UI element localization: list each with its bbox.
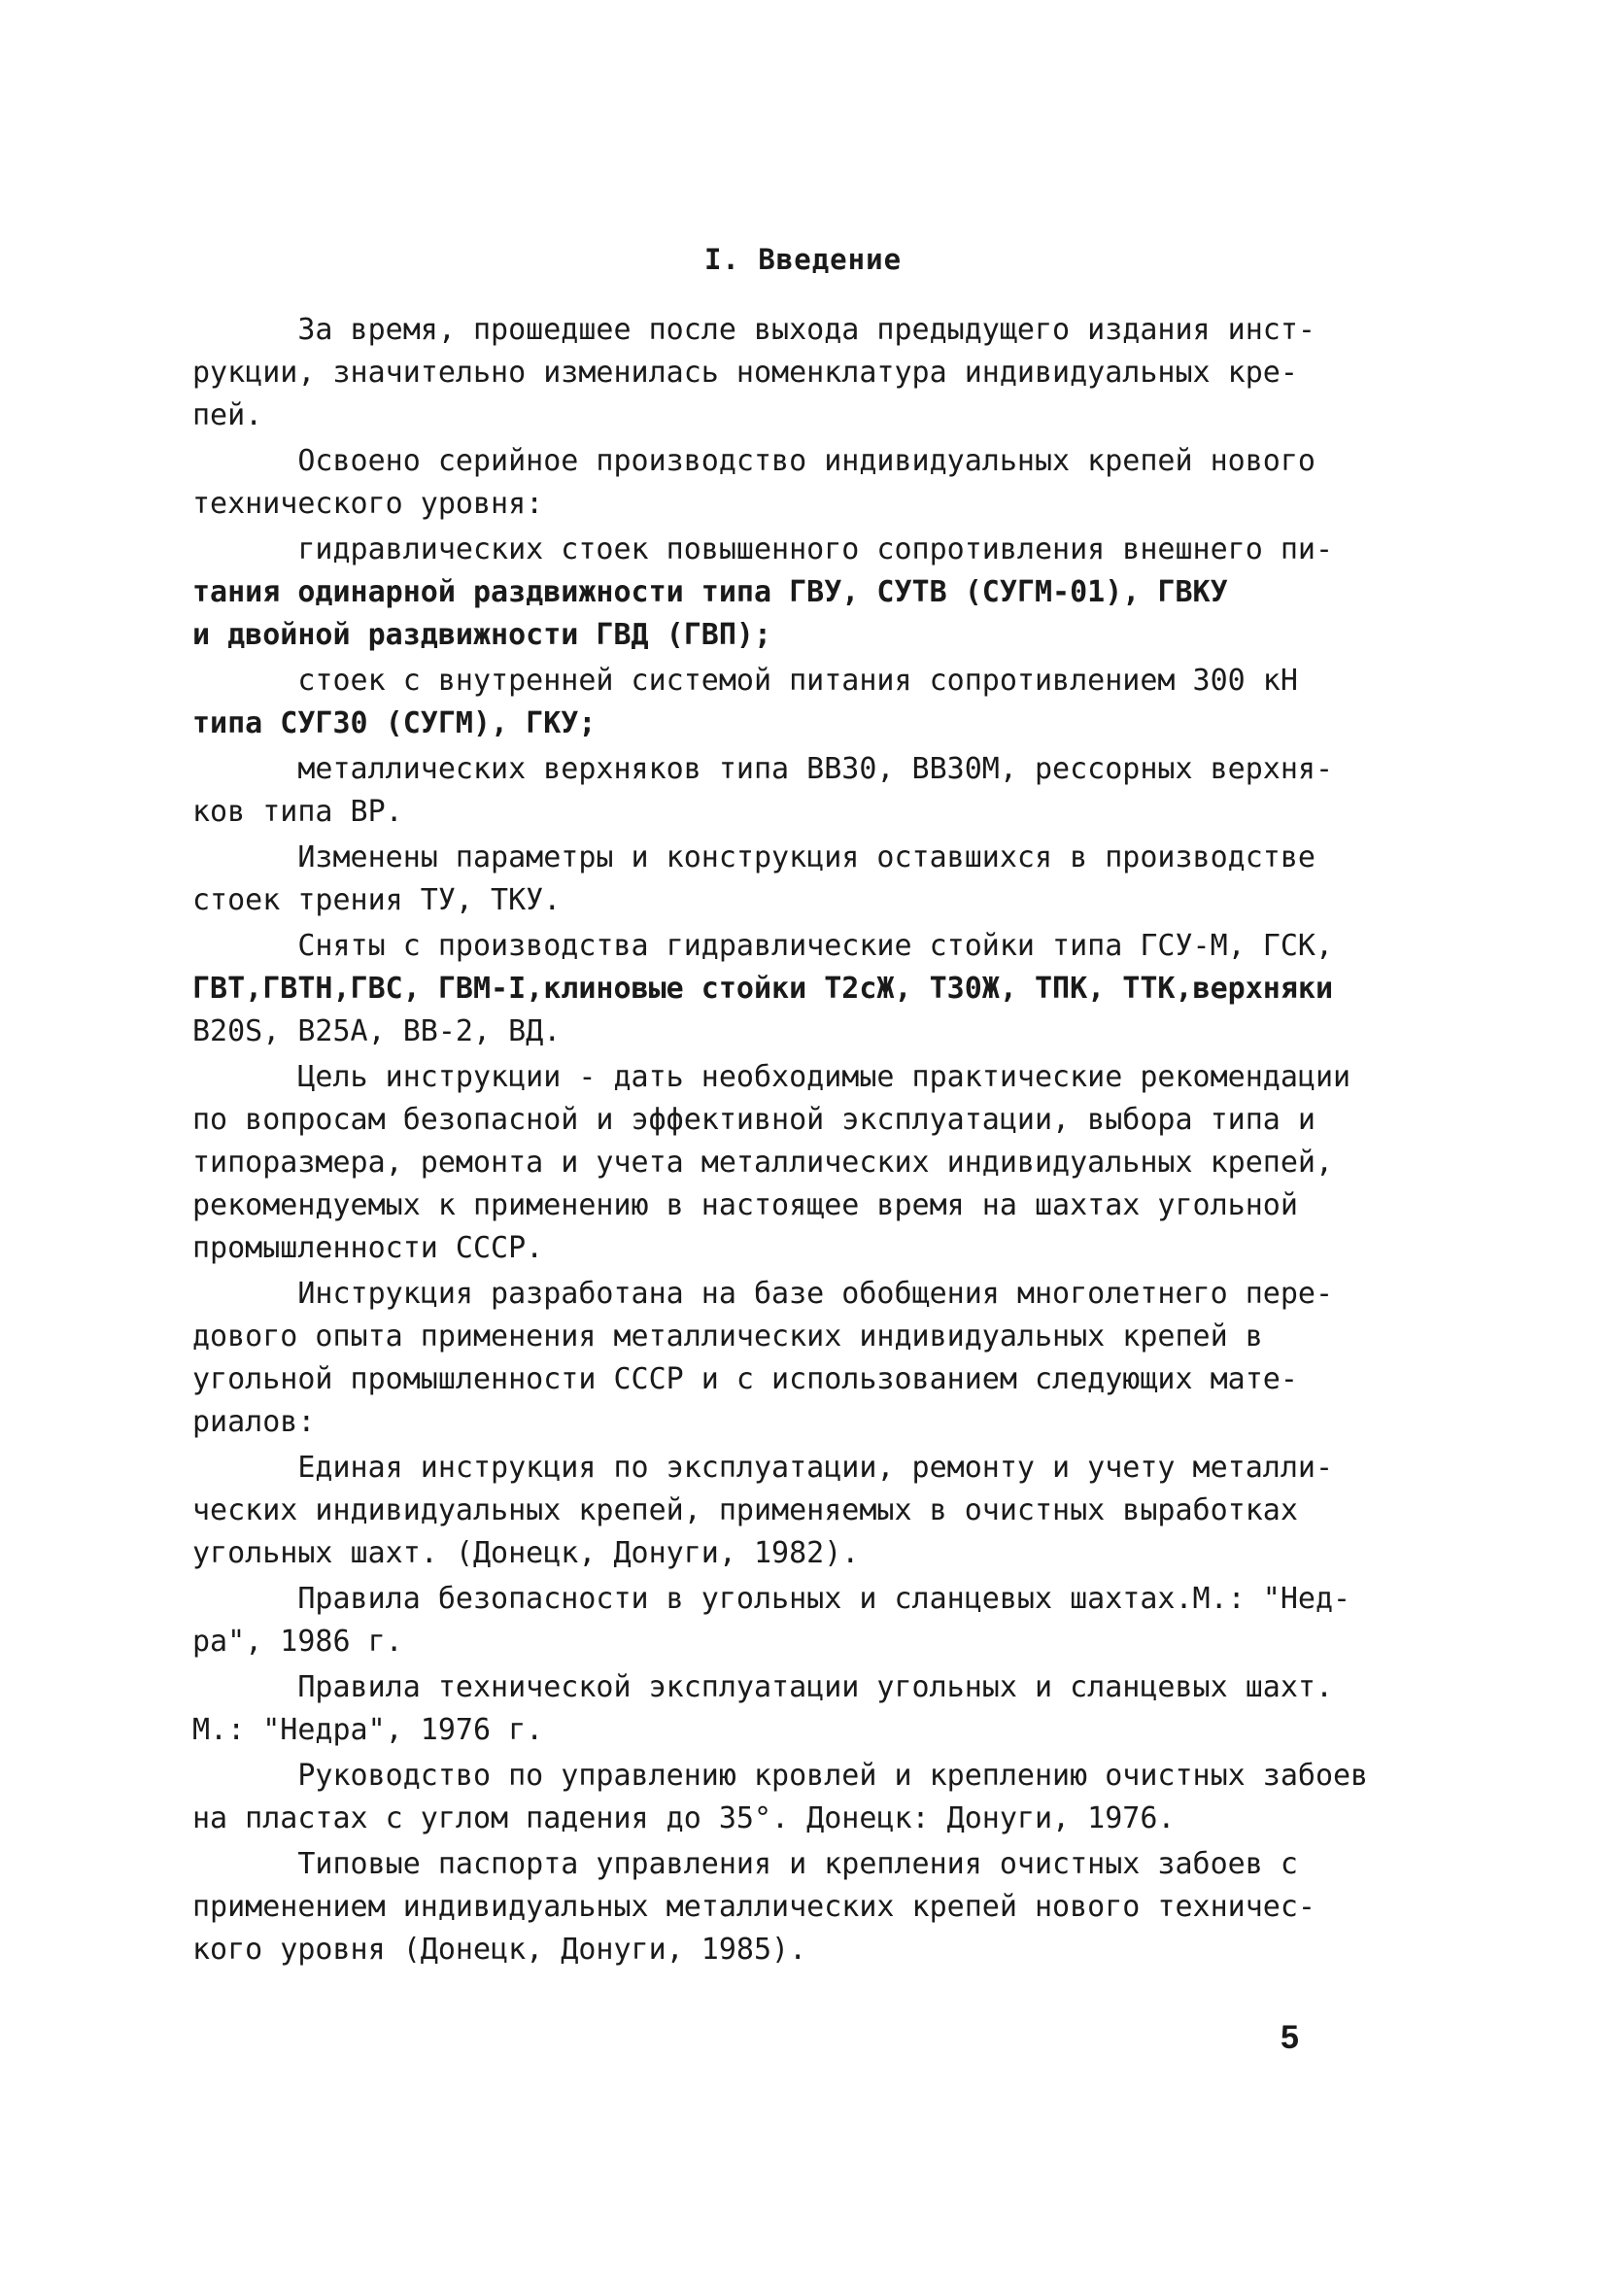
text-line: рукции, значительно изменилась номенклатура индивидуальных кре- (192, 356, 1298, 390)
text-line: Сняты с производства гидравлические стойки типа ГСУ-М, ГСК, (192, 929, 1333, 963)
text-line: Правила безопасности в угольных и сланцевых шахтах.М.: "Нед- (192, 1582, 1351, 1616)
text-line: угольных шахт. (Донецк, Донуги, 1982). (192, 1536, 860, 1570)
text-line: Цель инструкции - дать необходимые практические рекомендации (192, 1060, 1351, 1094)
text-line: ков типа ВР. (192, 795, 403, 829)
text-line: стоек с внутренней системой питания сопротивлением 300 кН (192, 664, 1298, 698)
text-line: ческих индивидуальных крепей, применяемых в очистных выработках (192, 1493, 1298, 1527)
text-line: Изменены параметры и конструкция оставшихся в производстве (192, 840, 1316, 874)
text-line: типоразмера, ремонта и учета металлических индивидуальных крепей, (192, 1146, 1333, 1180)
text-line: угольной промышленности СССР и с использованием следующих мате- (192, 1362, 1298, 1396)
text-line: ГВТ,ГВТН,ГВС, ГВМ-I,клиновые стойки Т2сЖ, Т30Ж, ТПК, ТТК,верхняки (192, 972, 1333, 1006)
text-line: технического уровня: (192, 487, 544, 521)
text-line: по вопросам безопасной и эффективной эксплуатации, выбора типа и (192, 1103, 1316, 1137)
text-line: риалов: (192, 1405, 316, 1439)
text-line: кого уровня (Донецк, Донуги, 1985). (192, 1933, 807, 1967)
section-heading: I. Введение (703, 243, 903, 276)
text-line: типа СУГ30 (СУГМ), ГКУ; (192, 706, 597, 740)
text-line: Правила технической эксплуатации угольных и сланцевых шахт. (192, 1670, 1333, 1704)
text-line: Инструкция разработана на базе обобщения многолетнего пере- (192, 1277, 1333, 1311)
text-line: тания одинарной раздвижности типа ГВУ, СУТВ (СУГМ-01), ГВКУ (192, 575, 1228, 609)
text-line: Единая инструкция по эксплуатации, ремонту и учету металли- (192, 1451, 1333, 1485)
page-number: 5 (1281, 2019, 1299, 2056)
text-line: М.: "Недра", 1976 г. (192, 1713, 544, 1747)
text-line: гидравлических стоек повышенного сопротивления внешнего пи- (192, 532, 1333, 566)
text-line: применением индивидуальных металлических крепей нового техничес- (192, 1890, 1316, 1924)
text-line: За время, прошедшее после выхода предыдущего издания инст- (192, 313, 1316, 347)
text-line: рекомендуемых к применению в настоящее время на шахтах угольной (192, 1188, 1298, 1222)
text-line: дового опыта применения металлических индивидуальных крепей в (192, 1319, 1263, 1354)
text-line: В20S, В25А, ВВ-2, ВД. (192, 1014, 562, 1048)
text-line: и двойной раздвижности ГВД (ГВП); (192, 618, 772, 652)
text-line: Типовые паспорта управления и крепления очистных забоев с (192, 1847, 1298, 1881)
text-line: пей. (192, 398, 263, 432)
text-line: промышленности СССР. (192, 1231, 544, 1265)
text-line: Руководство по управлению кровлей и креплению очистных забоев (192, 1759, 1369, 1793)
body-text (192, 309, 1397, 1971)
text-line: металлических верхняков типа ВВ30, ВВ30М, рессорных верхня- (192, 752, 1333, 786)
text-line: Освоено серийное производство индивидуальных крепей нового (192, 444, 1316, 478)
text-line: стоек трения ТУ, ТКУ. (192, 883, 562, 917)
text-line: на пластах с углом падения до 35°. Донецк: Донуги, 1976. (192, 1801, 1176, 1835)
text-line: ра", 1986 г. (192, 1625, 403, 1659)
